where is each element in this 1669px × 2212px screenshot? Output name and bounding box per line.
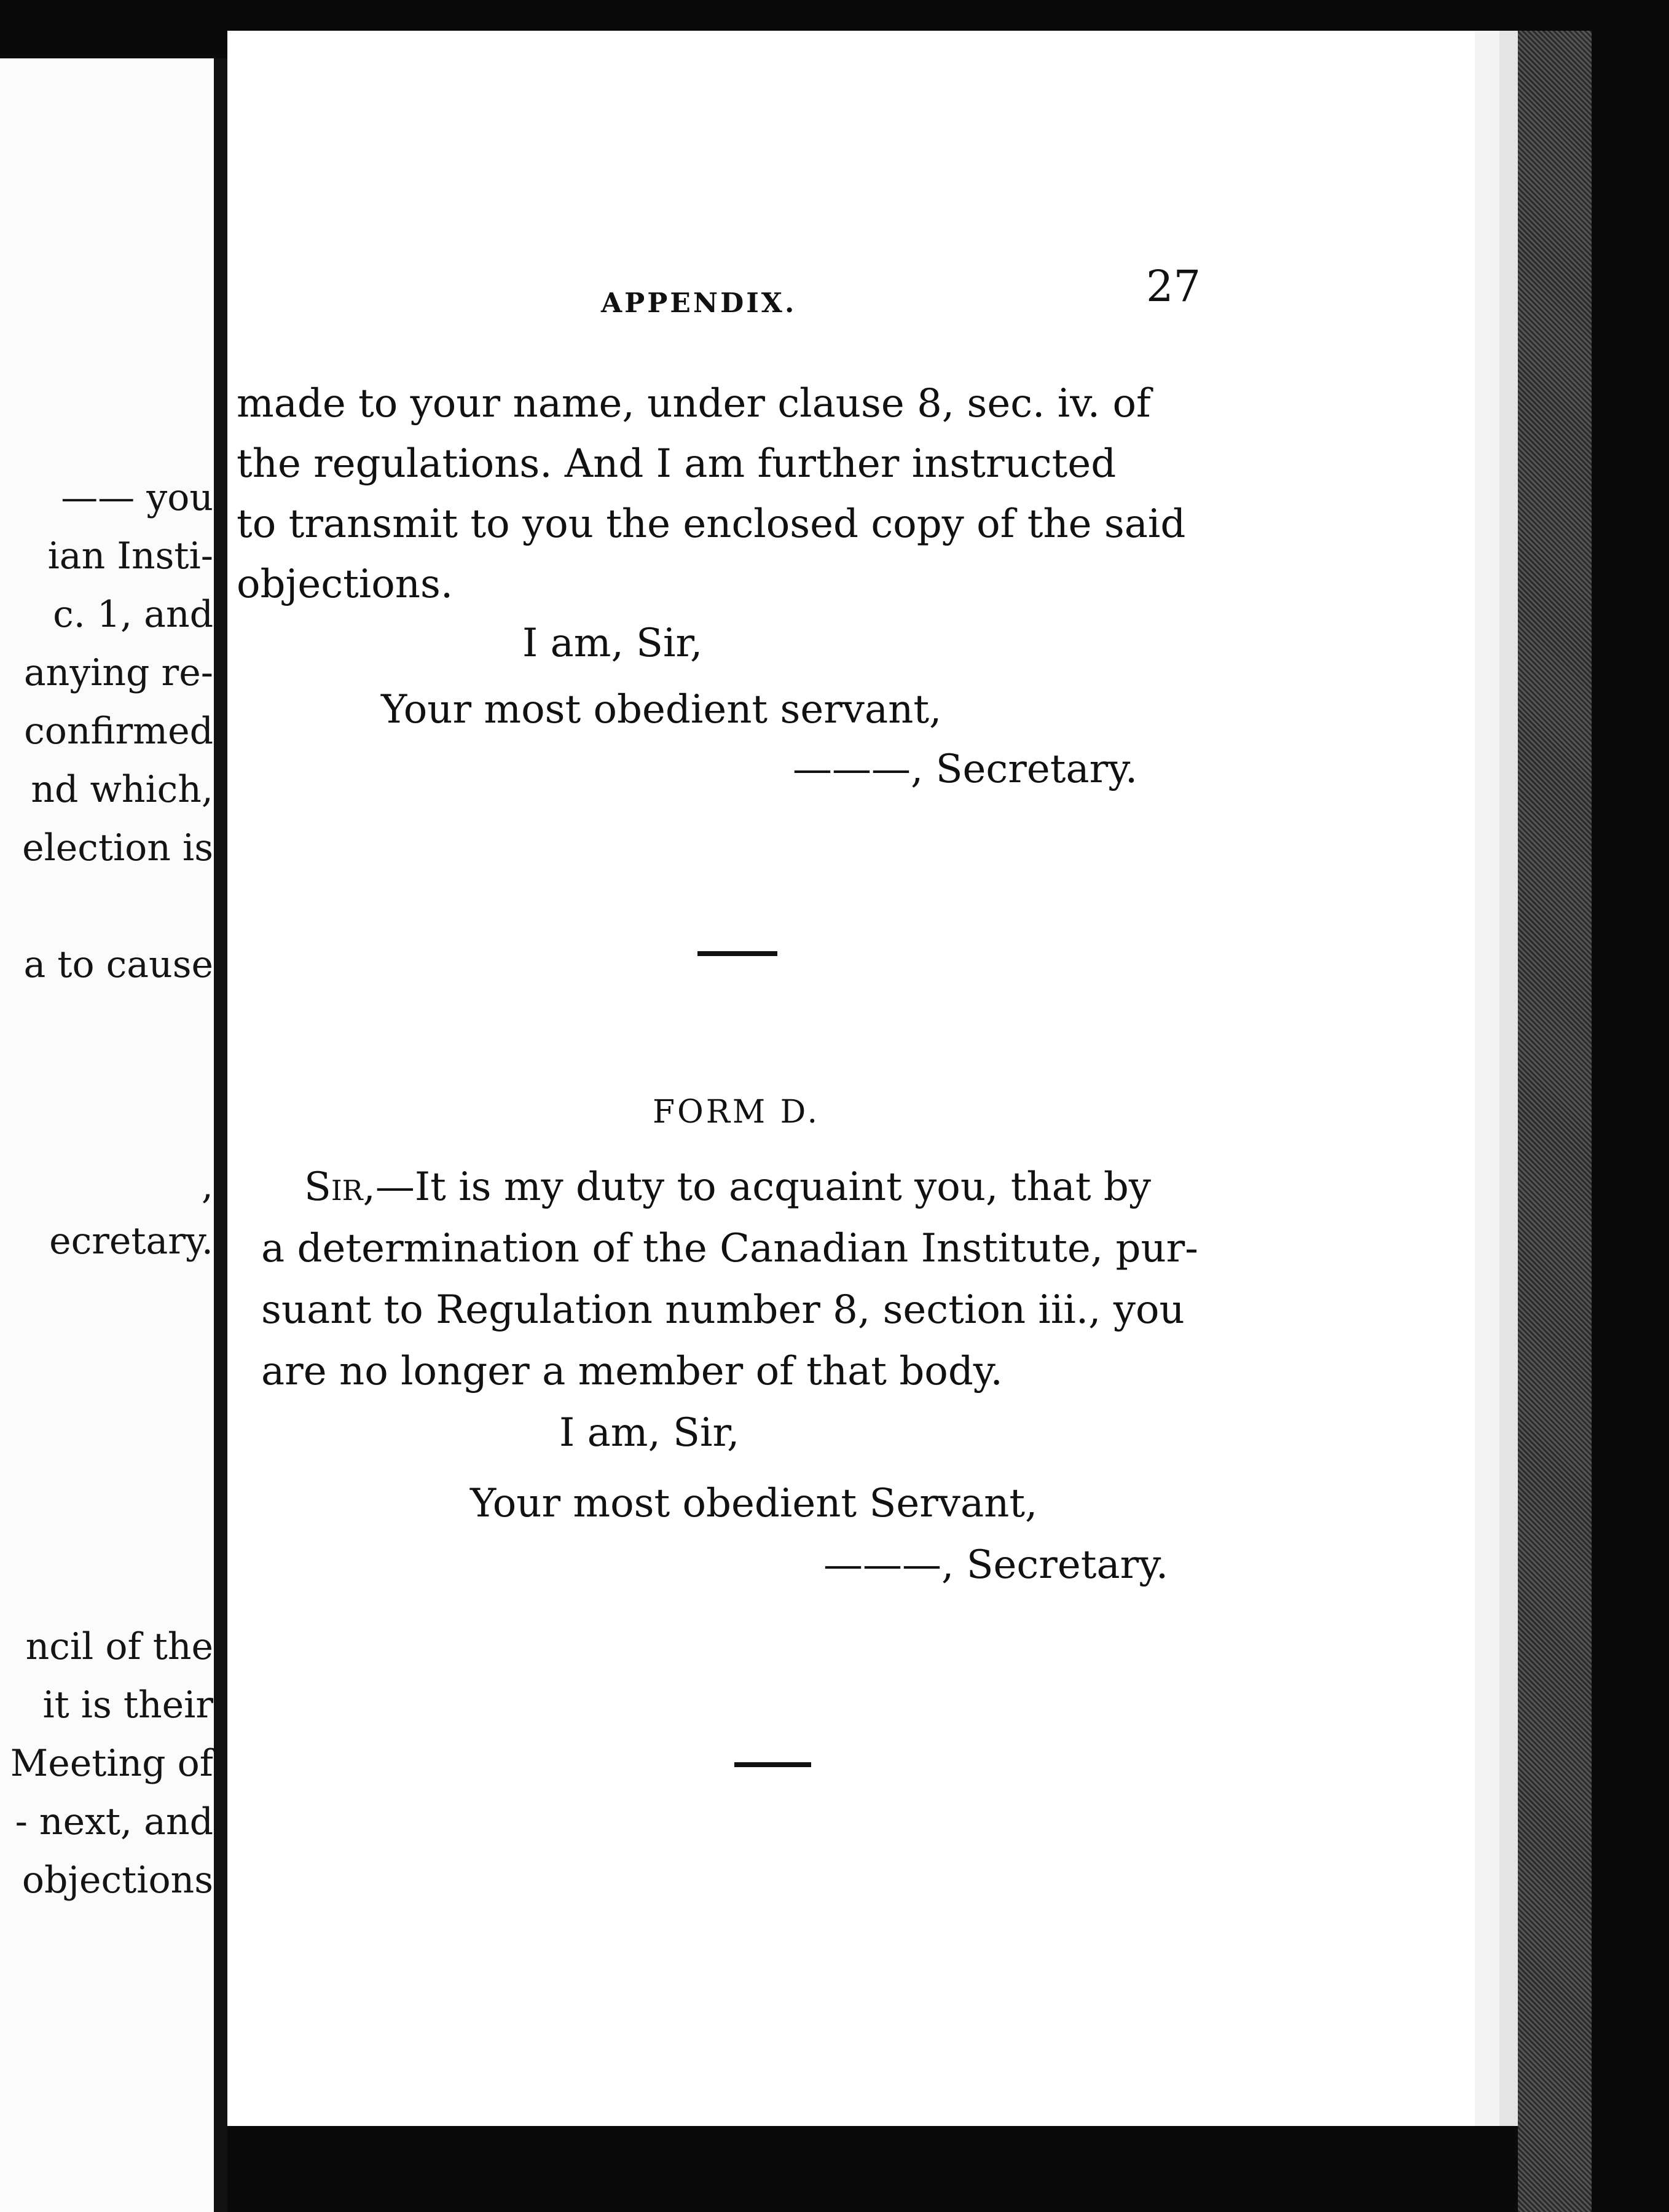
form-title: FORM D.: [653, 1094, 820, 1131]
salutation: Sir,: [304, 1164, 375, 1210]
body-line: suant to Regulation number 8, section iii., you: [261, 1287, 1185, 1333]
valediction-line: Your most obedient Servant,: [470, 1481, 1038, 1526]
body-line: objections.: [237, 562, 454, 607]
signature-line: ———, Secretary.: [823, 1542, 1169, 1588]
valediction-line: Your most obedient servant,: [381, 687, 942, 732]
previous-page-line: nd which,: [31, 768, 213, 811]
section-divider: [697, 951, 777, 956]
book-spine: [214, 58, 227, 2212]
previous-page-line: a to cause: [23, 943, 213, 986]
previous-page: [0, 58, 218, 2212]
previous-page-line: ian Insti-: [47, 535, 213, 578]
closing-line: I am, Sir,: [559, 1410, 740, 1456]
body-line: to transmit to you the enclosed copy of the said: [237, 501, 1186, 547]
page-edge: [1475, 31, 1499, 2126]
previous-page-line: objections: [22, 1859, 213, 1902]
previous-page-line: ,: [201, 1164, 213, 1207]
signature-line: ———, Secretary.: [793, 747, 1138, 792]
body-line: a determination of the Canadian Institute, pur-: [261, 1226, 1198, 1271]
body-line-text: —It is my duty to acquaint you, that by: [375, 1164, 1152, 1210]
previous-page-line: c. 1, and: [53, 593, 213, 636]
body-line: made to your name, under clause 8, sec. iv. of: [237, 381, 1151, 426]
section-divider: [734, 1762, 811, 1767]
page-edge: [1499, 31, 1518, 2126]
closing-line: I am, Sir,: [522, 621, 703, 666]
previous-page-line: election is: [22, 826, 213, 869]
previous-page-line: Meeting of: [10, 1742, 213, 1785]
running-header: APPENDIX.: [601, 288, 797, 319]
previous-page-line: it is their: [42, 1684, 213, 1727]
previous-page-line: ncil of the: [25, 1625, 213, 1668]
body-line: the regulations. And I am further instructed: [237, 441, 1117, 487]
previous-page-line: anying re-: [23, 651, 213, 694]
body-line: are no longer a member of that body.: [261, 1349, 1003, 1394]
previous-page-line: - next, and: [15, 1800, 213, 1843]
page-number: 27: [1146, 261, 1201, 312]
previous-page-line: confirmed: [24, 710, 213, 753]
previous-page-line: —— you: [61, 476, 213, 519]
current-page: [227, 31, 1475, 2126]
body-line: [304, 1164, 1151, 1210]
previous-page-line: ecretary.: [49, 1220, 213, 1263]
scan-bottom-border: [227, 2126, 1518, 2212]
book-cover-edge: [1518, 31, 1592, 2212]
